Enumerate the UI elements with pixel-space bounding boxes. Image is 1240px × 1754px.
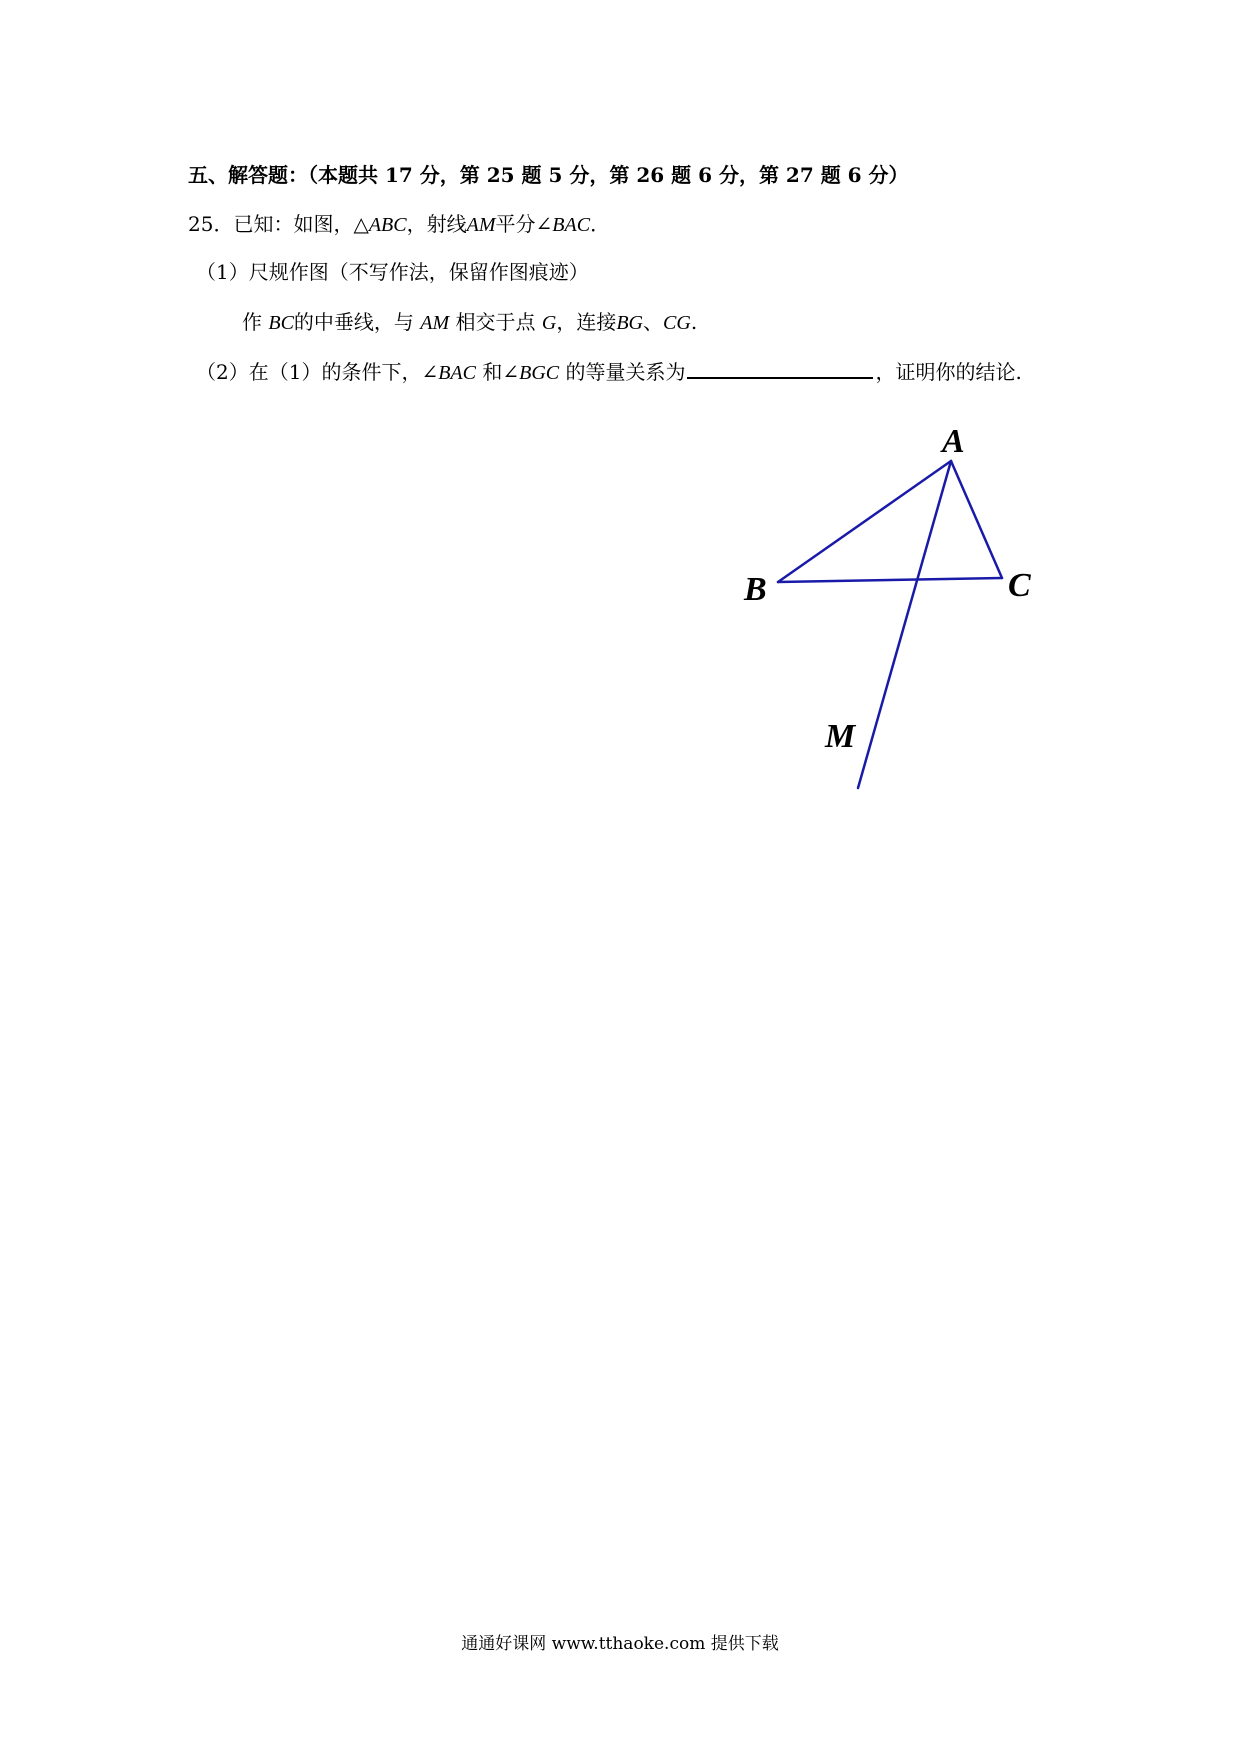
- instruction-text: 作: [242, 310, 262, 334]
- segment-name: BC: [268, 312, 294, 334]
- label-c: C: [1008, 567, 1031, 604]
- question-text: （2）在（1）的条件下，∠: [196, 360, 439, 384]
- angle-name: BGC: [519, 362, 560, 384]
- angle-name: BAC: [552, 214, 591, 236]
- instruction-text: 、: [643, 310, 664, 334]
- question-number: 25．: [188, 212, 234, 236]
- question-text: 和∠: [482, 360, 520, 384]
- ray-am: [858, 461, 951, 788]
- label-b: B: [744, 571, 767, 608]
- given-text: ，射线: [406, 212, 467, 236]
- label-a: A: [942, 423, 965, 460]
- ray-name: AM: [466, 214, 496, 236]
- segment-bc: [778, 578, 1002, 582]
- question-text: 的等量关系为: [565, 360, 686, 384]
- question-text: ，证明你的结论.: [875, 360, 1022, 384]
- angle-name: BAC: [438, 362, 476, 384]
- segment-ab: [778, 461, 951, 582]
- segment-ac: [951, 461, 1002, 578]
- instruction-text: 相交于点: [455, 310, 536, 334]
- figure-lines: [778, 461, 1002, 788]
- instruction-text: 的中垂线，与: [293, 310, 414, 334]
- given-text: 平分∠: [495, 212, 553, 236]
- instruction-text: .: [690, 310, 698, 334]
- section-title: 五、解答题：（本题共 17 分，第 25 题 5 分，第 26 题 6 分，第 27 题 6 分）: [188, 163, 909, 187]
- given-text: ．: [590, 212, 611, 236]
- instruction-text: ，连接: [556, 310, 617, 334]
- segment-name: BG: [616, 312, 644, 334]
- point-name: G: [541, 312, 557, 334]
- segment-name: CG: [663, 312, 691, 334]
- label-m: M: [825, 718, 856, 755]
- ray-name: AM: [420, 312, 450, 334]
- given-text: 已知：如图，△: [233, 212, 369, 236]
- page-footer: 通通好课网 www.tthaoke.com 提供下载: [461, 1634, 779, 1654]
- triangle-name: ABC: [368, 214, 407, 236]
- part-1-heading: （1）尺规作图（不写作法，保留作图痕迹）: [196, 260, 589, 284]
